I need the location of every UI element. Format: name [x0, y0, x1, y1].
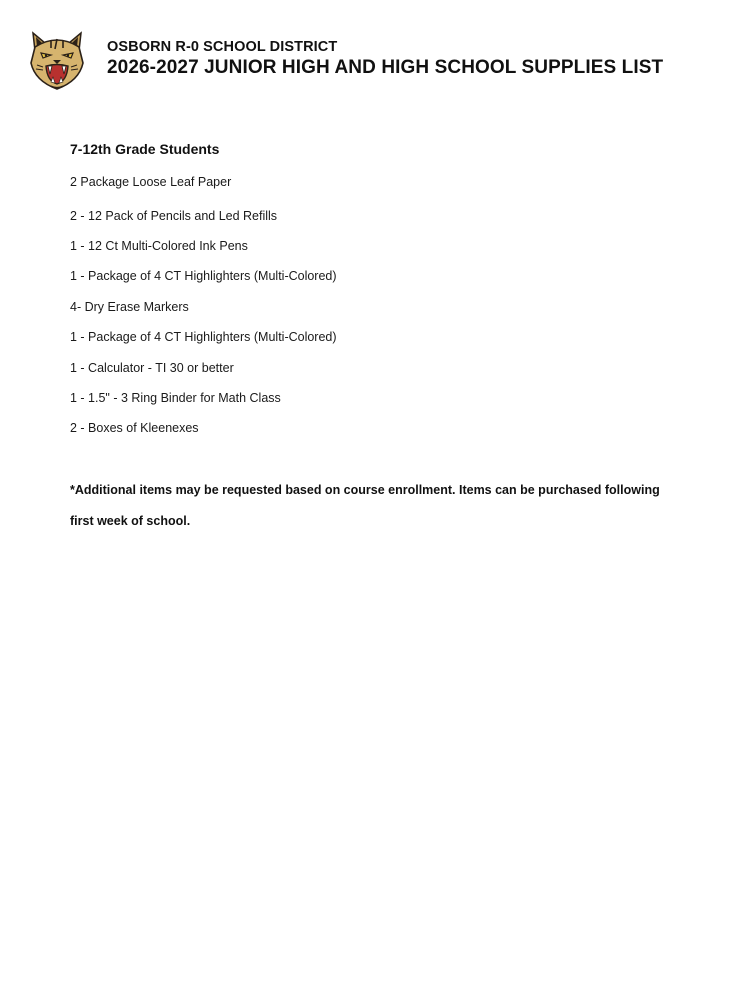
page-title: 2026-2027 JUNIOR HIGH AND HIGH SCHOOL SUPPLIES LIST [107, 57, 664, 78]
list-item: 1 - Calculator - TI 30 or better [70, 361, 234, 375]
list-item: 2 Package Loose Leaf Paper [70, 175, 232, 189]
list-item: 4- Dry Erase Markers [70, 300, 189, 314]
document-header [27, 29, 727, 93]
list-item: 1 - 12 Ct Multi-Colored Ink Pens [70, 239, 248, 253]
grade-heading: 7-12th Grade Students [70, 141, 220, 157]
district-name: OSBORN R-0 SCHOOL DISTRICT [107, 39, 338, 55]
wildcat-mascot-icon [27, 29, 87, 91]
list-item: 1 - 1.5" - 3 Ring Binder for Math Class [70, 391, 281, 405]
list-item: 2 - Boxes of Kleenexes [70, 421, 199, 435]
list-item: 1 - Package of 4 CT Highlighters (Multi-Colored) [70, 330, 337, 344]
additional-items-note: *Additional items may be requested based on course enrollment. Items can be purchased following first week of school. [70, 483, 660, 528]
list-item: 2 - 12 Pack of Pencils and Led Refills [70, 209, 278, 223]
list-item: 1 - Package of 4 CT Highlighters (Multi-Colored) [70, 269, 337, 283]
